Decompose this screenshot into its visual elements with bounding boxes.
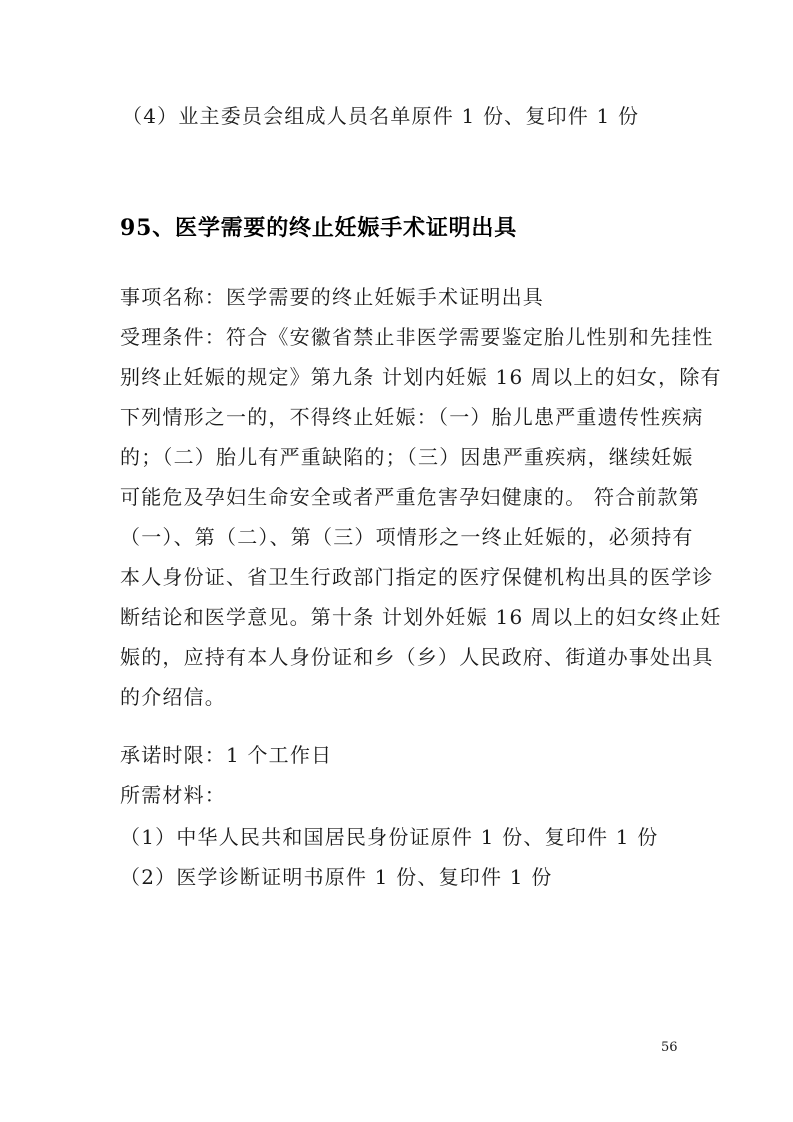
section-heading: 95、医学需要的终止妊娠手术证明出具 [120,215,518,241]
material-item: （2）医学诊断证明书原件 1 份、复印件 1 份 [120,865,553,889]
conditions-line: 的；（二）胎儿有严重缺陷的；（三）因患严重疾病，继续妊娠 [120,445,694,469]
previous-material-4: （4）业主委员会组成人员名单原件 1 份、复印件 1 份 [122,104,640,128]
conditions-line: 可能危及孕妇生命安全或者严重危害孕妇健康的。 符合前款第 [120,485,700,509]
conditions-line: 娠的，应持有本人身份证和乡（乡）人民政府、街道办事处出具 [120,645,714,669]
material-item: （1）中华人民共和国居民身份证原件 1 份、复印件 1 份 [120,825,659,849]
conditions-line: （一）、第（二）、第（三）项情形之一终止妊娠的，必须持有 [120,525,694,549]
time-limit: 承诺时限：1 个工作日 [120,743,333,767]
item-name: 事项名称：医学需要的终止妊娠手术证明出具 [120,285,544,309]
materials-label: 所需材料： [120,783,226,807]
page-number: 56 [661,1040,678,1055]
conditions-line: 的介绍信。 [120,685,226,709]
conditions-line: 本人身份证、省卫生行政部门指定的医疗保健机构出具的医学诊 [120,565,714,589]
conditions-line: 断结论和医学意见。第十条 计划外妊娠 16 周以上的妇女终止妊 [120,605,722,629]
conditions-line: 受理条件：符合《安徽省禁止非医学需要鉴定胎儿性别和先挂性 [120,325,714,349]
conditions-line: 下列情形之一的，不得终止妊娠：（一）胎儿患严重遗传性疾病 [120,405,704,429]
conditions-line: 别终止妊娠的规定》第九条 计划内妊娠 16 周以上的妇女，除有 [120,365,722,389]
